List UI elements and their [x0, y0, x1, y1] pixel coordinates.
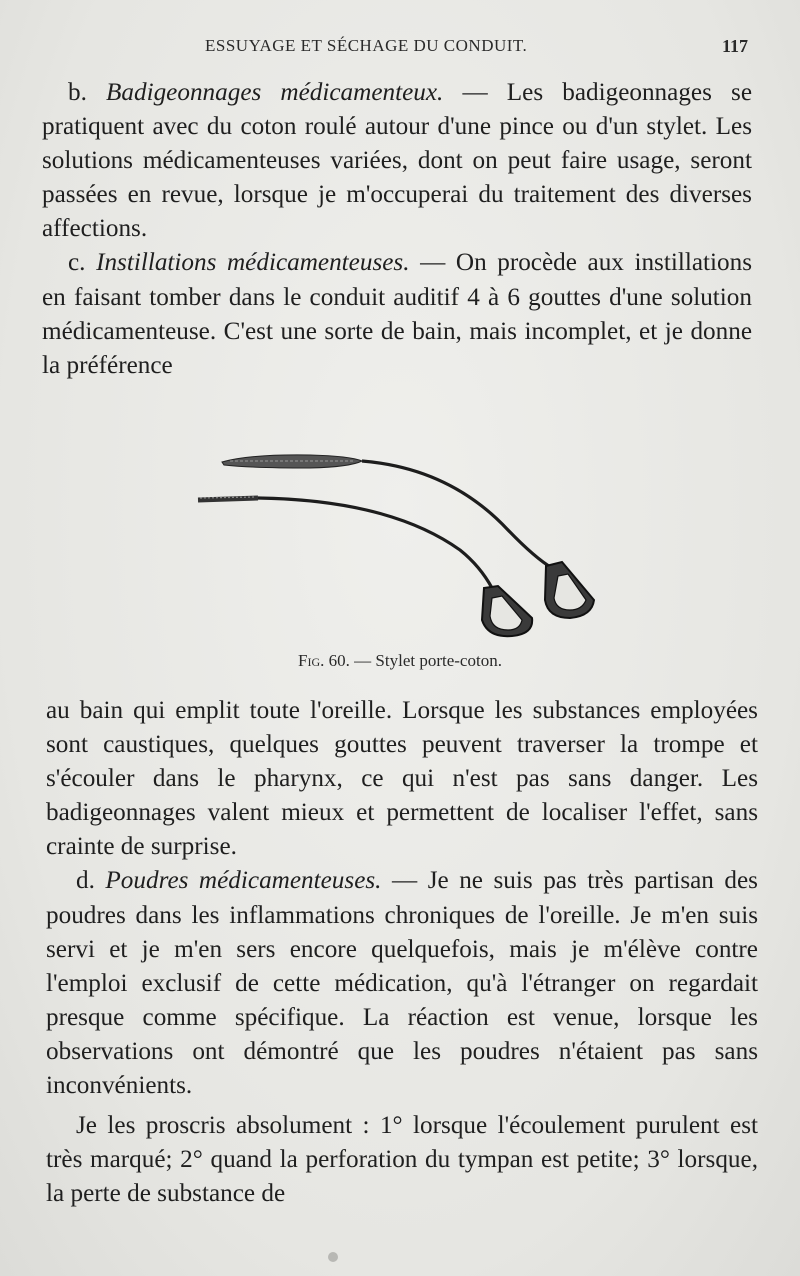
- section-marker: d.: [76, 867, 106, 895]
- paragraph-badigeonnages: [42, 76, 752, 246]
- paragraph-proscriptions: Je les proscris absolument : 1° lorsque l'écoulement purulent est très marqué; 2° quand la perforation du tympan est petite; 3° lorsque, la perte de substance de: [46, 1112, 758, 1208]
- page-number: 117: [721, 36, 748, 56]
- lower-stylet: [198, 497, 532, 636]
- page-header: [40, 36, 752, 62]
- figure-label: Fig. 60.: [298, 651, 350, 670]
- figure-caption: [0, 651, 800, 671]
- section-title: Instillations médicamenteuses.: [96, 249, 410, 277]
- stylet-porte-coton-drawing: [190, 440, 610, 650]
- running-head: ESSUYAGE ET SÉCHAGE DU CONDUIT.: [205, 36, 528, 55]
- section-title: Badigeonnages médicamenteux.: [106, 79, 444, 106]
- paragraph-text: — Je ne suis pas très partisan des poudres dans les inflammations chroniques de l'oreille. Je m'en suis servi et je m'en sers encore quelquefois, mais je m'élève contre l'emploi exclusif de cette médication, qu'à l'étranger on regardait presque comme spécifique. La réaction est venue, lorsque les observations ont démontré que les poudres n'étaient pas sans inconvénients.: [46, 867, 758, 1100]
- upper-stylet: [222, 455, 594, 618]
- upper-text-block: [42, 76, 752, 383]
- section-marker: b.: [68, 79, 106, 106]
- section-title: Poudres médicamenteuses.: [105, 867, 382, 895]
- figure-caption-text: — Stylet porte-coton.: [349, 651, 502, 670]
- paragraph-instillations: [42, 246, 752, 382]
- paragraph-text: — Les badigeonnages se pratiquent avec du coton roulé autour d'une pince ou d'un stylet. Les solutions médicamenteuses variées, dont on peut faire usage, seront passées en revue, lorsque je m'occuperai du traitement des diverses affections.: [42, 79, 752, 243]
- lower-text-block: [46, 694, 758, 1211]
- paragraph-poudres: [46, 864, 758, 1103]
- ink-smudge: [328, 1252, 338, 1262]
- figure-stylet-illustration: [190, 440, 610, 650]
- paragraph-continuation: au bain qui emplit toute l'oreille. Lorsque les substances employées sont caustiques, quelques gouttes peuvent traverser la trompe et s'écouler dans le pharynx, ce qui n'est pas sans danger. Les badigeonnages valent mieux et permettent de localiser l'effet, sans crainte de surprise.: [46, 697, 758, 861]
- paragraph-text: — On procède aux instillations en faisant tomber dans le conduit auditif 4 à 6 gouttes d'une solution médicamenteuse. C'est une sorte de bain, mais incomplet, et je donne la préférence: [42, 249, 752, 379]
- section-marker: c.: [68, 249, 97, 277]
